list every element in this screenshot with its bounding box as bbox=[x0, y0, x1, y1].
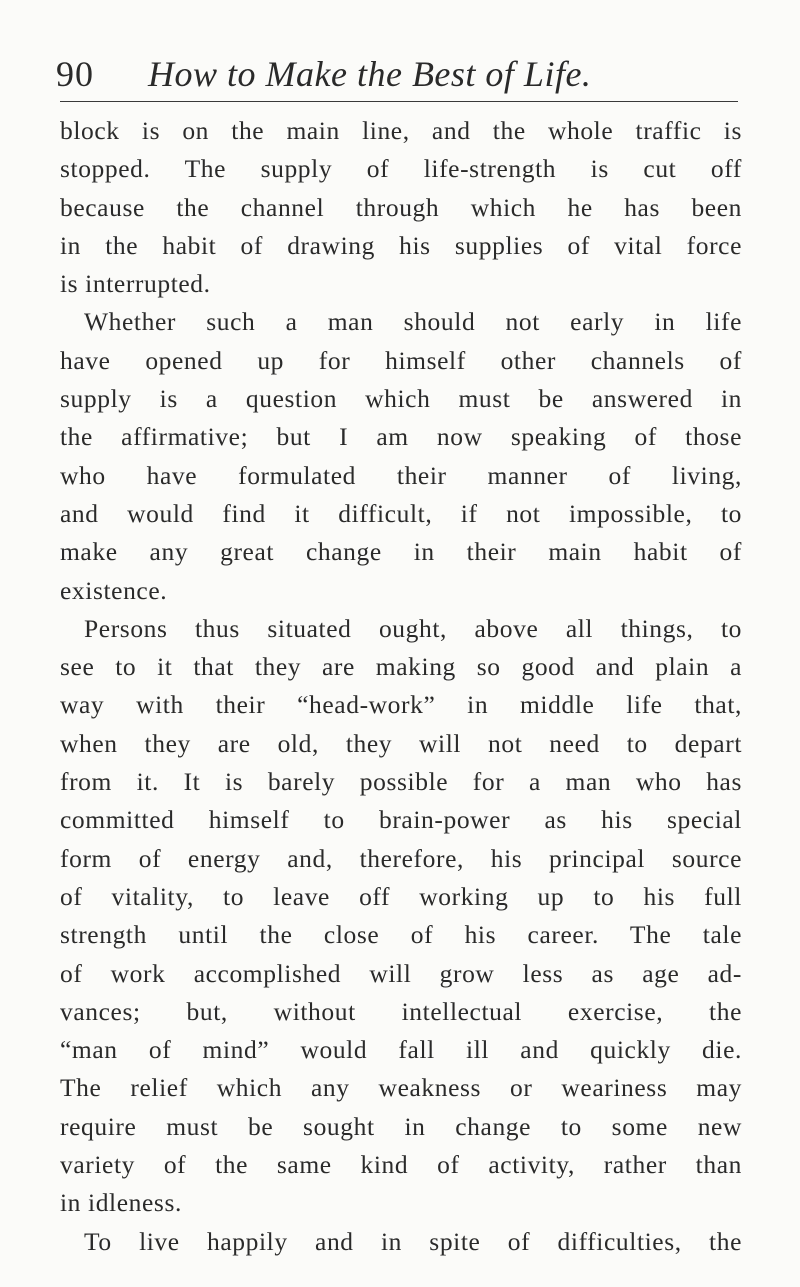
text-line: strength until the close of his career. The tale bbox=[60, 920, 742, 950]
text-line: Persons thus situated ought, above all things, to bbox=[84, 613, 742, 643]
page-number: 90 bbox=[56, 54, 94, 94]
text-line: is interrupted. bbox=[60, 269, 211, 299]
text-line: when they are old, they will not need to depart bbox=[60, 728, 742, 758]
text-line: of work accomplished will grow less as age ad- bbox=[60, 958, 742, 988]
text-line: block is on the main line, and the whole traffic is bbox=[60, 116, 742, 145]
text-line: of vitality, to leave off working up to his full bbox=[60, 881, 742, 911]
text-line: in idleness. bbox=[60, 1188, 182, 1218]
text-line: have opened up for himself other channels of bbox=[60, 345, 742, 375]
text-line: in the habit of drawing his supplies of vital force bbox=[60, 230, 742, 260]
running-title: How to Make the Best of Life. bbox=[148, 54, 592, 94]
text-line: make any great change in their main habit of bbox=[60, 537, 742, 567]
text-line: because the channel through which he has been bbox=[60, 192, 742, 222]
text-line: The relief which any weakness or weariness may bbox=[60, 1073, 742, 1103]
text-line: stopped. The supply of life-strength is cut off bbox=[60, 154, 742, 184]
text-line: existence. bbox=[60, 575, 168, 605]
text-line: form of energy and, therefore, his principal source bbox=[60, 843, 742, 873]
text-line: way with their “head-work” in middle life that, bbox=[60, 690, 742, 720]
text-line: “man of mind” would fall ill and quickly die. bbox=[60, 1035, 742, 1065]
header-rule bbox=[60, 101, 738, 102]
text-line: the affirmative; but I am now speaking of those bbox=[60, 422, 742, 452]
text-line: vances; but, without intellectual exercise, the bbox=[60, 996, 742, 1026]
text-line: To live happily and in spite of difficulties, the bbox=[84, 1226, 742, 1256]
text-line: see to it that they are making so good and plain a bbox=[60, 652, 742, 682]
text-line: committed himself to brain-power as his special bbox=[60, 805, 742, 835]
text-line: and would find it difficult, if not impossible, to bbox=[60, 498, 742, 528]
text-line: variety of the same kind of activity, rather than bbox=[60, 1150, 742, 1180]
text-line: Whether such a man should not early in life bbox=[84, 307, 742, 337]
text-line: who have formulated their manner of living, bbox=[60, 460, 742, 490]
text-line: from it. It is barely possible for a man who has bbox=[60, 767, 742, 797]
text-line: supply is a question which must be answered in bbox=[60, 384, 742, 414]
body-text bbox=[60, 112, 742, 1261]
text-line: require must be sought in change to some new bbox=[60, 1111, 742, 1141]
page-header bbox=[56, 46, 744, 102]
